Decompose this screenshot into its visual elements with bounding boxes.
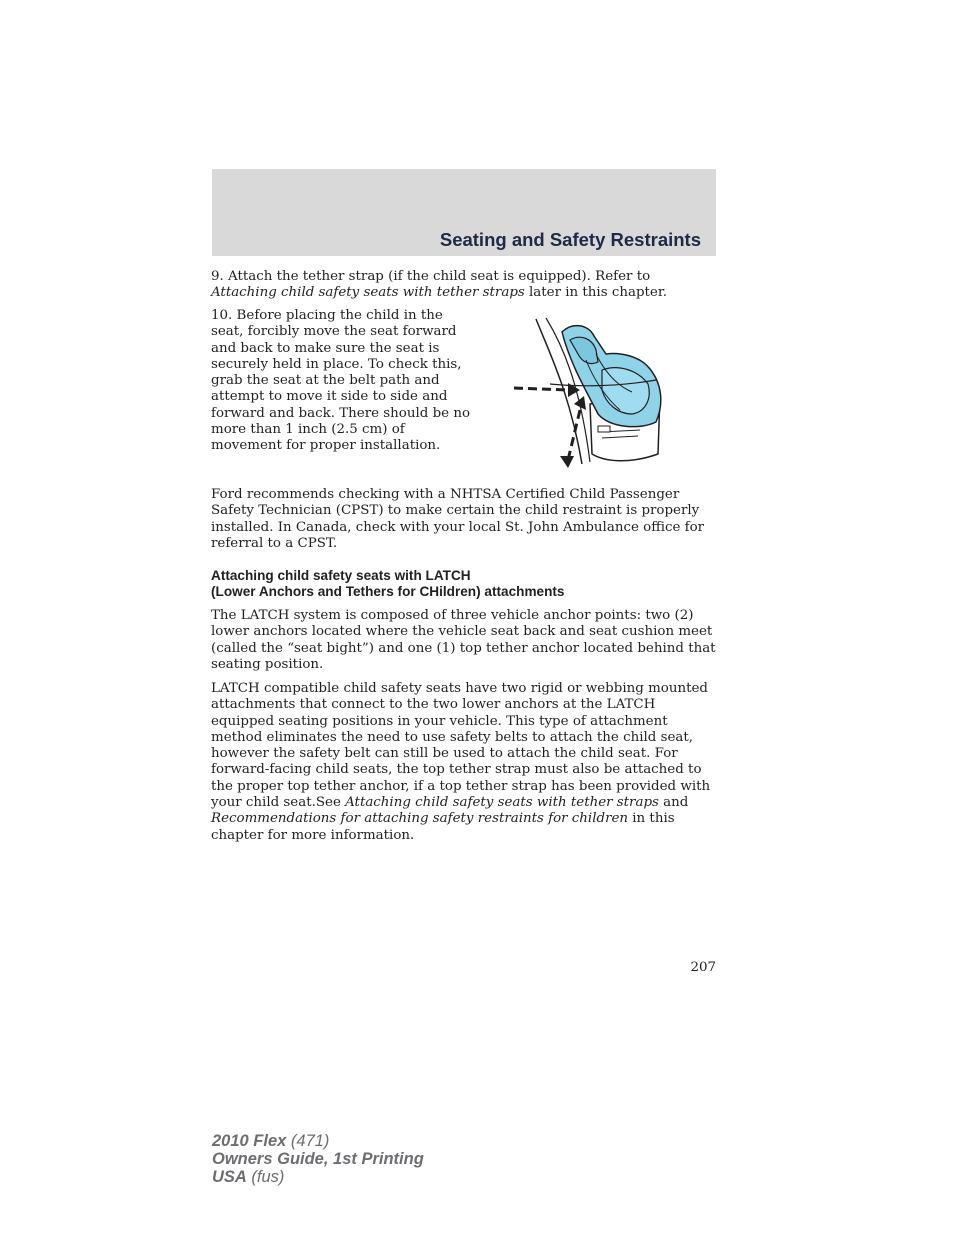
side-arrowhead-top xyxy=(574,396,586,410)
forward-back-arrow-line xyxy=(514,388,568,390)
step-9-reference: Attaching child safety seats with tether straps xyxy=(211,285,525,301)
latch-paragraph-2 xyxy=(211,681,717,844)
header-band xyxy=(212,169,716,256)
latch-heading-line1: Attaching child safety seats with LATCH xyxy=(211,568,471,583)
ford-recommendation-paragraph xyxy=(211,487,717,552)
latch-paragraph-2-end: in this chapter for more information. xyxy=(211,811,675,843)
footer-model-code: (471) xyxy=(286,1132,330,1150)
document-footer xyxy=(212,1132,424,1186)
latch-paragraph-1 xyxy=(211,608,717,673)
side-arrow-line xyxy=(568,410,580,460)
step-10-paragraph xyxy=(211,308,471,455)
step-9-after: later in this chapter. xyxy=(524,285,668,301)
latch-heading xyxy=(211,568,717,600)
section-title: Seating and Safety Restraints xyxy=(439,229,701,250)
latch-paragraph-2-start: LATCH compatible child safety seats have two rigid or webbing mounted attachments that connect to the two lower anchors at the LATCH equipped seating positions in your vehicle. This type of attachment method eliminates the need to use safety belts to attach the child seat, however the safety belt can still be used to attach the child seat. For forward-facing child seats, the top tether strap must also be attached to the proper top tether anchor, if a top tether strap has been provided with your child seat.See xyxy=(211,681,711,811)
child-seat-belt-slot xyxy=(598,426,610,432)
child-seat-illustration xyxy=(510,314,670,474)
ford-recommendation-text: Ford recommends checking with a NHTSA Certified Child Passenger Safety Technician (CPST) to make certain the child restraint is properly installed. In Canada, check with your local St. John Ambulance office for referral to a CPST. xyxy=(211,487,705,551)
footer-market: USA xyxy=(212,1168,247,1186)
latch-heading-line2: (Lower Anchors and Tethers for CHildren) attachments xyxy=(211,584,565,599)
latch-reference-tether: Attaching child safety seats with tether straps xyxy=(345,795,659,811)
step-9-text: 9. Attach the tether strap (if the child seat is equipped). Refer to xyxy=(211,269,651,284)
step-10-text: 10. Before placing the child in the seat, forcibly move the seat forward and back to make sure the seat is securely held in place. To check this, grab the seat at the belt path and attempt to move it side to side and forward and back. There should be no more than 1 inch (2.5 cm) of movement for proper installation. xyxy=(211,308,471,454)
latch-reference-recommendations: Recommendations for attaching safety restraints for children xyxy=(211,811,629,827)
latch-paragraph-1-text: The LATCH system is composed of three vehicle anchor points: two (2) lower anchors located where the vehicle seat back and seat cushion meet (called the “seat bight”) and one (1) top tether anchor located behind that seating position. xyxy=(211,608,716,672)
footer-market-code: (fus) xyxy=(246,1168,285,1186)
step-9-paragraph xyxy=(211,269,717,302)
side-arrowhead-bottom xyxy=(560,456,574,468)
page-number: 207 xyxy=(690,960,716,975)
footer-edition: Owners Guide, 1st Printing xyxy=(212,1150,424,1168)
footer-model: 2010 Flex xyxy=(212,1132,287,1150)
latch-paragraph-2-and: and xyxy=(658,795,689,811)
